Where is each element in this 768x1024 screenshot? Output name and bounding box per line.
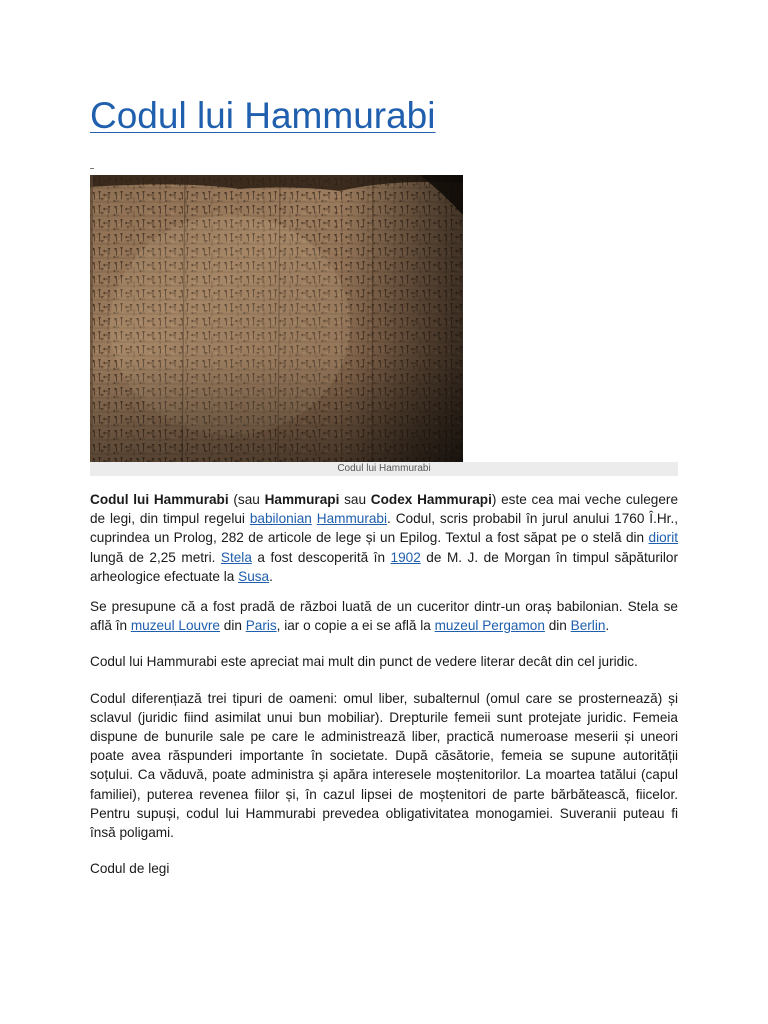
bold-term: Hammurapi	[264, 492, 340, 507]
link-muzeul-pergamon[interactable]: muzeul Pergamon	[434, 618, 545, 634]
text-run: ) este cea mai veche culegere de legi, din timpul regelui	[90, 492, 679, 527]
text-run: a fost descoperită în	[251, 549, 391, 565]
text-run: (sau	[228, 492, 265, 507]
text-run: din	[544, 618, 571, 634]
stele-image	[90, 175, 463, 462]
paragraph-4: Codul diferențiază trei tipuri de oameni: omul liber, subalternul (omul care se prosternează) și sclavul (juridic fiind asimilat unui bun mobiliar). Drepturile femeii sunt protejate juridic. Femeia dispune de bunurile sale pe care le administrează liber, practică numeroase meserii și uneori poate avea răspunderi importante în societate. După căsătorie, femeia se supune autorității soțului. Ca văduvă, poate administra și apăra interesele moștenitorilor. La moartea tatălui (capul familiei), puterea revenea fiilor și, în cazul lipsei de moștenitori de parte bărbătească, fiicelor. Pentru supuși, codul lui Hammurabi prevedea obligativitatea monogamiei. Suveranii puteau fi însă poligami.	[90, 690, 678, 841]
link-muzeul-louvre[interactable]: muzeul Louvre	[130, 618, 220, 634]
text-run: .	[605, 618, 610, 634]
figure-caption: Codul lui Hammurabi	[90, 462, 678, 476]
text-run: , iar o copie a ei se află la	[276, 618, 435, 634]
link-berlin[interactable]: Berlin	[570, 618, 606, 634]
link-susa[interactable]: Susa	[238, 568, 270, 584]
article-body	[90, 490, 678, 878]
paragraph-1	[90, 490, 678, 586]
text-run: lungă de 2,25 metri.	[90, 549, 221, 565]
paragraph-2	[90, 597, 678, 635]
text-run: sau	[339, 492, 371, 507]
text-run: . Codul, scris probabil în jurul anului 1760 Î.Hr., cuprindea un Prolog, 282 de articole de lege și un Epilog. Textul a fost săpat pe o stelă din	[90, 511, 678, 546]
link-paris[interactable]: Paris	[245, 618, 277, 634]
text-run: .	[269, 568, 273, 584]
figure	[90, 175, 678, 476]
page-title-link[interactable]: Codul lui Hammurabi	[90, 95, 436, 136]
text-run: din	[219, 618, 246, 634]
bold-term: Codul lui Hammurabi	[90, 492, 229, 507]
link-stela[interactable]: Stela	[220, 549, 252, 565]
link-hammurabi[interactable]: Hammurabi	[316, 511, 388, 527]
text-run: de M. J. de Morgan în timpul săpăturilor arheologice efectuate la	[90, 549, 678, 584]
link-1902[interactable]: 1902	[390, 549, 421, 565]
paragraph-5: Codul de legi	[90, 861, 170, 877]
link-babilonian[interactable]: babilonian	[249, 511, 312, 527]
paragraph-3: Codul lui Hammurabi este apreciat mai mult din punct de vedere literar decât din cel juridic.	[90, 654, 638, 670]
link-diorit[interactable]: diorit	[648, 530, 678, 546]
stray-mark	[90, 168, 94, 169]
bold-term: Codex Hammurapi	[370, 492, 492, 507]
text-run: Se presupune că a fost pradă de război luată de un cuceritor dintr-un oraș babilonian. Stela se află în	[90, 599, 678, 634]
